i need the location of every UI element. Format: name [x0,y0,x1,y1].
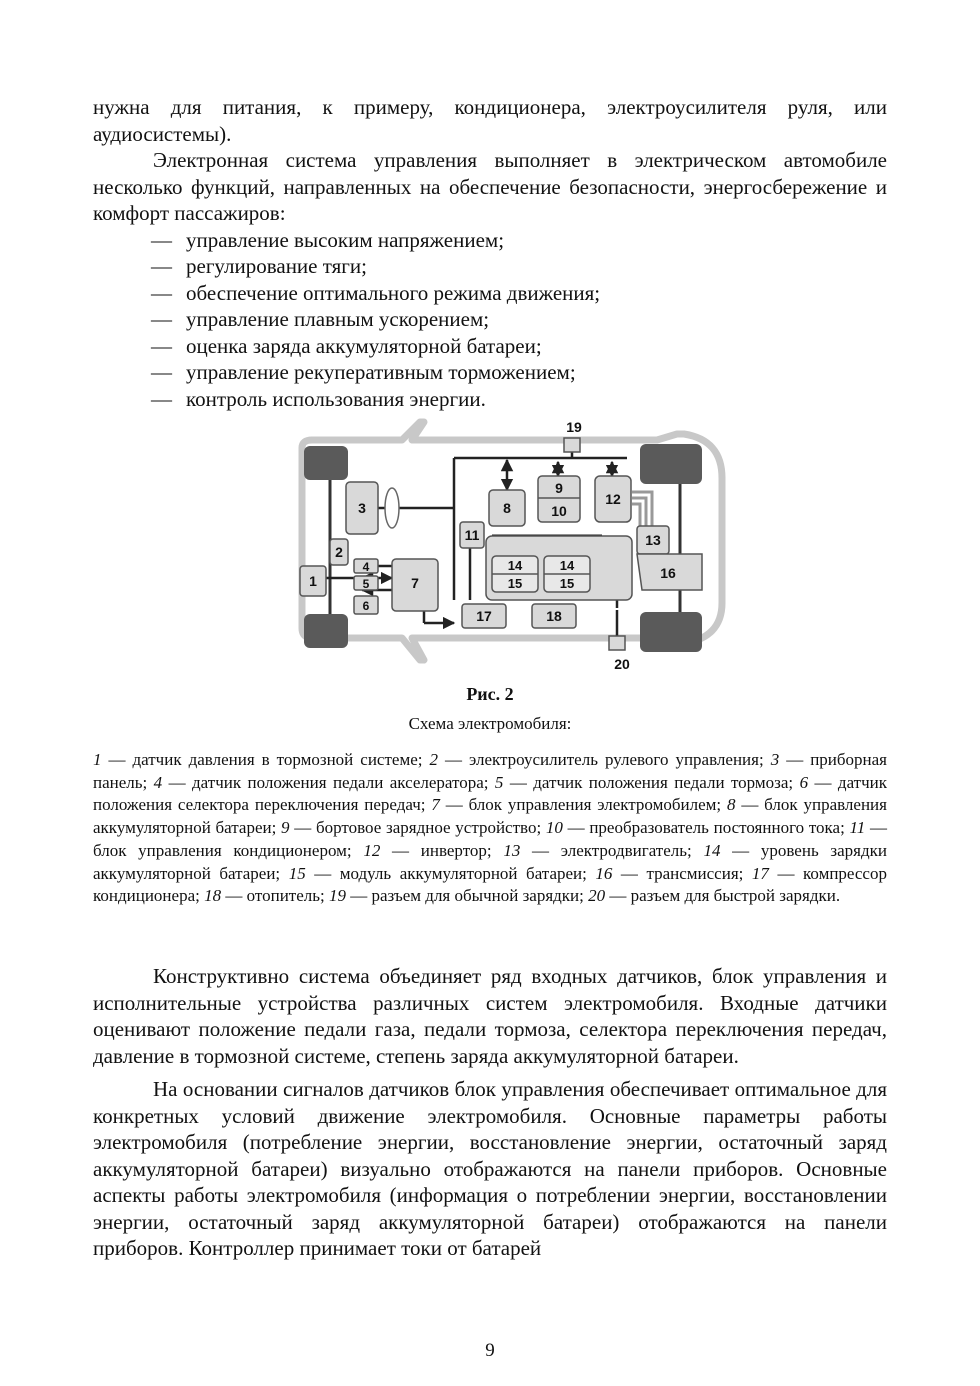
legend-text: — блок управления кондиционером; [93,818,887,860]
legend-num: 7 [431,795,440,815]
legend-num: 3 [770,750,780,769]
label-5: 5 [362,577,370,591]
label-7: 7 [411,575,419,591]
legend-text: — трансмиссия; [612,863,752,883]
intro-line: нужна для питания, к примеру, кондиционера, электроусилителя руля, или аудиосистемы). [93,95,887,146]
legend-num: 8 [726,795,736,815]
legend-num: 1 [93,750,102,769]
legend-num: 13 [503,840,521,860]
bullet-dash: — [151,360,172,384]
legend-text: — датчик положения педали тормоза; [503,772,800,792]
ev-diagram [282,418,732,676]
legend-num: 6 [799,772,809,792]
label-14a: 14 [507,558,523,573]
legend-text: — модуль аккумуляторной батареи; [305,863,596,883]
block-3-display [385,488,399,528]
legend-text: — бортовое зарядное устройство; [289,818,546,838]
legend-num: 18 [204,886,222,906]
legend-num: 10 [545,818,563,838]
label-17: 17 [476,608,492,624]
legend-num: 20 [588,886,606,906]
label-1: 1 [309,573,317,589]
label-2: 2 [335,544,343,560]
label-16: 16 [660,565,676,581]
body-text [93,963,887,1262]
legend-text: — датчик положения педали акселератора; [162,772,495,792]
list-item: — обеспечение оптимального режима движения; [151,280,601,305]
page-number: 9 [485,1340,495,1361]
label-6: 6 [362,599,370,613]
legend-num: 15 [288,863,306,883]
legend-num: 4 [153,772,163,792]
list-item: — управление высоким напряжением; [151,227,505,252]
legend-num: 12 [363,840,381,860]
label-15a: 15 [507,576,523,591]
label-20: 20 [614,656,630,672]
label-8: 8 [503,500,511,516]
legend-text: — отопитель; [221,886,329,906]
ev-diagram-svg [282,418,732,676]
label-3: 3 [358,500,366,516]
label-18: 18 [546,608,562,624]
label-11: 11 [464,527,480,543]
list-item: — управление рекуперативным торможением; [151,360,576,384]
label-13: 13 [645,532,661,548]
legend-text: — приборная панель; [93,750,887,792]
legend-num: 9 [281,818,290,838]
legend-num: 16 [595,863,613,883]
list-item: — регулирование тяги; [151,254,367,278]
body-paragraph-1: Конструктивно система объединяет ряд входных датчиков, блок управления и исполнительные устройства различных систем электромобиля. Входные датчики оценивают положение педали газа, педали тормоза, селектора переключения передач, давление в тормозной системе, степень заряда аккумуляторной батареи. [93,964,887,1068]
list-item: — оценка заряда аккумуляторной батареи; [151,333,542,358]
label-12: 12 [605,491,621,507]
bullet-dash: — [151,386,172,411]
legend-text: — датчик давления в тормозной системе; [101,750,430,769]
legend-text: — разъем для обычной зарядки; [345,886,589,906]
wheel-front-right [640,444,702,484]
legend-text: — уровень зарядки аккумуляторной батареи; [93,840,887,883]
bullet-dash: — [151,307,172,331]
figure-caption: Схема электромобиля: [408,714,572,733]
wheel-rear-right [640,612,702,652]
bullet-dash: — [151,280,172,305]
legend-num: 11 [849,818,866,838]
label-19: 19 [566,419,582,435]
bullet-dash: — [151,333,172,358]
figure-legend [93,749,887,908]
legend-num: 5 [494,772,504,792]
legend-text: — электродвигатель; [520,840,704,860]
legend-text: — компрессор кондиционера; [93,863,887,906]
connector-20 [609,636,625,650]
wheel-rear-left [304,614,348,648]
bullet-dash: — [151,227,172,252]
legend-text: — преобразователь постоянного тока; [562,818,850,838]
label-10: 10 [551,503,567,519]
legend-text: — блок управления аккумуляторной батареи; [93,795,887,838]
figure-title: Рис. 2 [466,684,514,704]
wheel-front-left [304,446,348,480]
legend-text: — датчик положения селектора переключения передач; [93,772,888,815]
function-list [93,227,887,413]
connector-19 [564,438,580,452]
body-paragraph-2: На основании сигналов датчиков блок управления обеспечивает оптимальное для конкретных условий движение электромобиля. Основные параметры работы электромобиля (потребление энергии, восстановление энергии, остаточный заряд аккумуляторной батареи) визуально отображаются на панели приборов. Основные аспекты работы электромобиля (информация о потреблении энергии, восстановлении энергии, остаточный заряд аккумуляторной батареи) отображаются на панели приборов. Контроллер принимает токи от батарей [93,1077,887,1260]
intro-text [93,94,887,412]
label-15b: 15 [559,576,575,591]
bullet-dash: — [151,254,172,278]
legend-num: 17 [751,863,769,883]
legend-num: 19 [328,886,346,906]
legend-num: 14 [703,840,721,860]
label-9: 9 [555,480,563,496]
legend-text: — блок управления электромобилем; [439,795,727,815]
legend-text: — электроусилитель рулевого управления; [437,750,771,769]
list-item: — управление плавным ускорением; [151,307,490,331]
legend-text: — разъем для быстрой зарядки. [605,886,841,906]
legend-text: — инвертор; [380,840,504,860]
label-4: 4 [362,560,370,574]
list-item: — контроль использования энергии. [151,386,486,411]
legend-num: 2 [429,750,438,769]
intro-paragraph: Электронная система управления выполняет в электрическом автомобиле несколько функций, направленных на обеспечение безопасности, энергосбережение и комфорт пассажиров: [93,148,887,225]
label-14b: 14 [559,558,575,573]
